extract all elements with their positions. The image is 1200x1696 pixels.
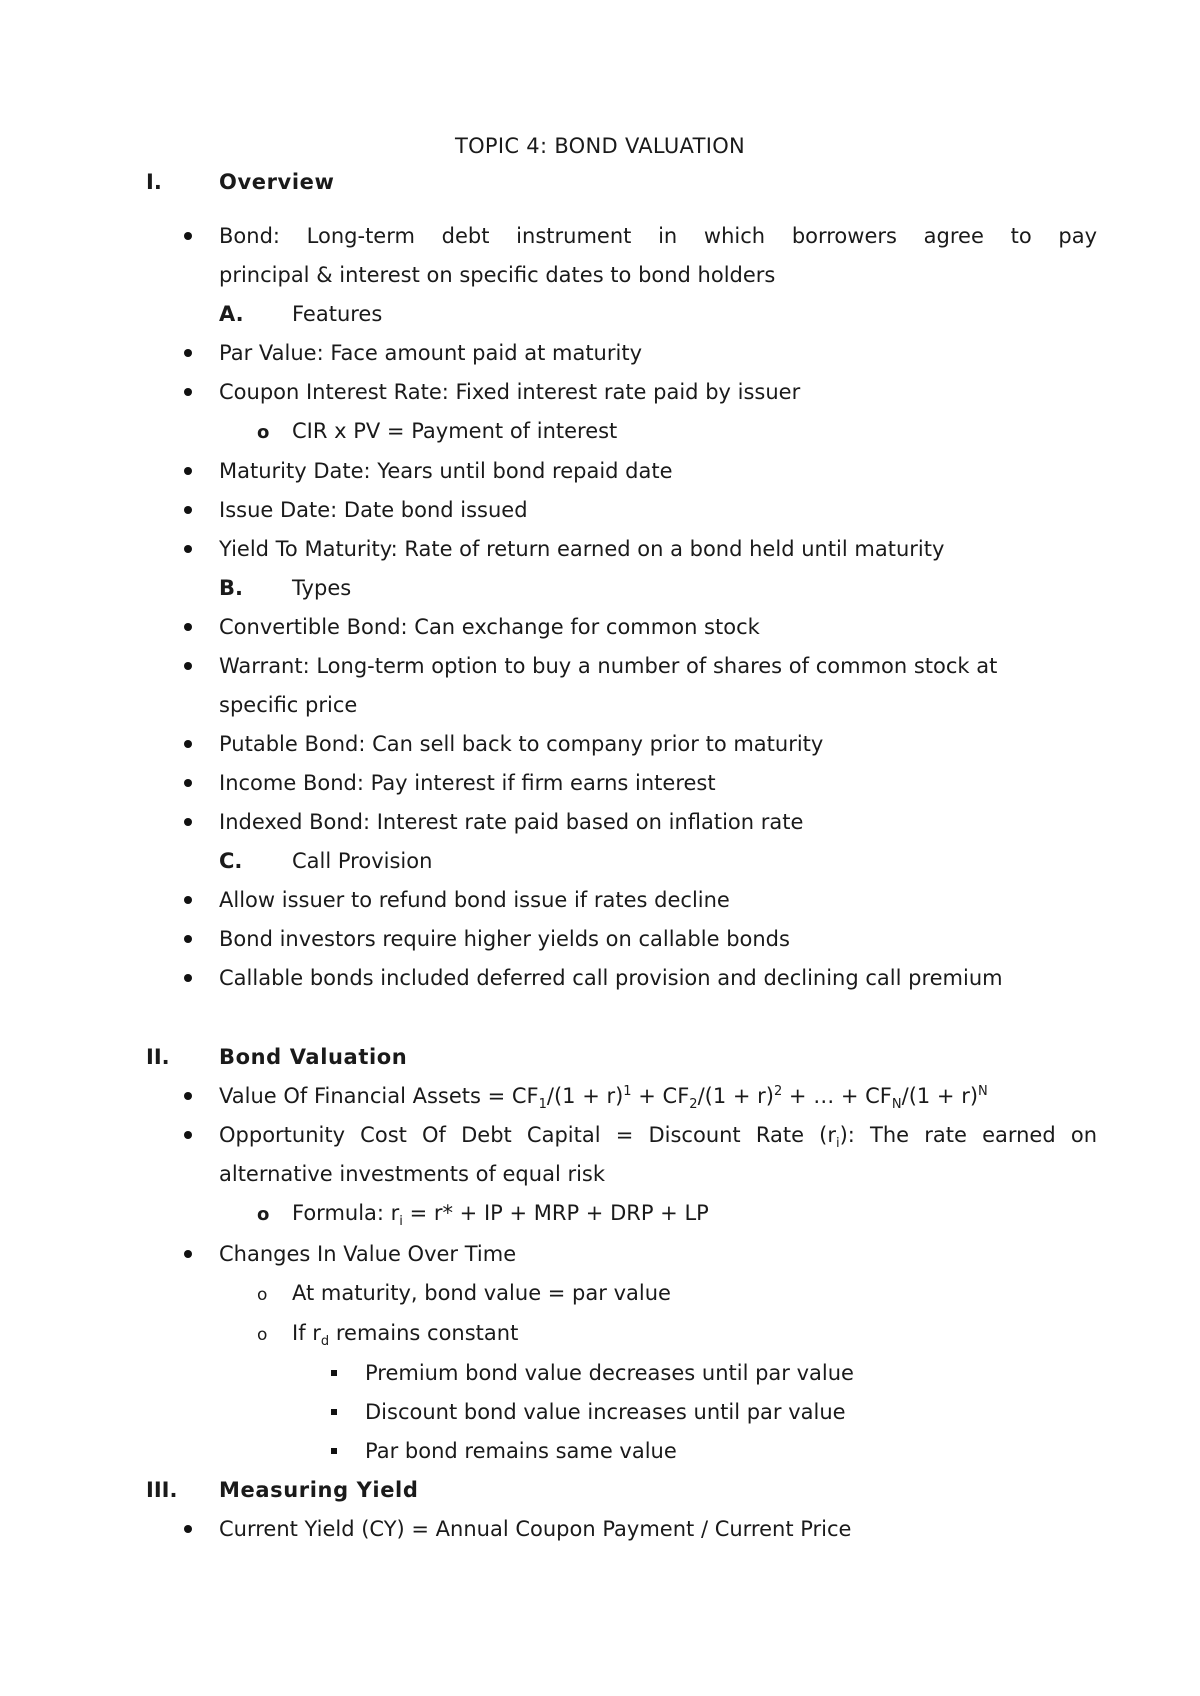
section-number-2: II. xyxy=(146,1045,170,1069)
allow-refund-item: Allow issuer to refund bond issue if rates decline xyxy=(219,888,730,912)
ytm-item: Yield To Maturity: Rate of return earned on a bond held until maturity xyxy=(219,537,945,561)
changes-over-time-item: Changes In Value Over Time xyxy=(219,1242,517,1266)
bullet-icon xyxy=(184,232,192,240)
at-maturity-item: At maturity, bond value = par value xyxy=(292,1281,671,1305)
bullet-icon xyxy=(184,935,192,943)
bullet-icon xyxy=(184,662,192,670)
circle-bullet-icon: o xyxy=(257,422,270,443)
section-heading-bond-valuation: Bond Valuation xyxy=(219,1045,408,1069)
bullet-icon xyxy=(184,779,192,787)
bullet-icon xyxy=(184,467,192,475)
current-yield-item: Current Yield (CY) = Annual Coupon Payment / Current Price xyxy=(219,1517,852,1541)
rd-constant-item: If $r_d$ remains constant xyxy=(292,1321,519,1350)
bullet-icon xyxy=(184,349,192,357)
maturity-date-item: Maturity Date: Years until bond repaid date xyxy=(219,459,673,483)
subsection-call-provision: Call Provision xyxy=(292,849,433,873)
circle-bullet-icon: o xyxy=(257,1204,270,1225)
circle-bullet-icon: o xyxy=(257,1325,268,1345)
investors-yield-item: Bond investors require higher yields on callable bonds xyxy=(219,927,790,951)
income-bond-item: Income Bond: Pay interest if firm earns interest xyxy=(219,771,716,795)
page-title: TOPIC 4: BOND VALUATION xyxy=(454,134,746,158)
warrant-item-line2: specific price xyxy=(219,693,358,717)
section-number-1: I. xyxy=(146,170,162,194)
bullet-icon xyxy=(184,740,192,748)
section-number-3: III. xyxy=(146,1478,178,1502)
bullet-icon xyxy=(184,388,192,396)
value-financial-assets-formula: Value Of Financial Assets = $CF_1/(1 + r)^1 + CF_2/(1 + r)^2$ + … + $CF_N/(1 + r)^N$ xyxy=(219,1084,988,1113)
discount-bond-item: Discount bond value increases until par value xyxy=(365,1400,846,1424)
coupon-rate-item: Coupon Interest Rate: Fixed interest rate paid by issuer xyxy=(219,380,801,404)
bullet-icon xyxy=(184,1525,192,1533)
opportunity-cost-line2: alternative investments of equal risk xyxy=(219,1162,606,1186)
premium-bond-item: Premium bond value decreases until par value xyxy=(365,1361,854,1385)
square-bullet-icon xyxy=(331,1370,337,1376)
bullet-icon xyxy=(184,974,192,982)
bullet-icon xyxy=(184,1250,192,1258)
subsection-letter-b: B. xyxy=(219,576,243,600)
bullet-icon xyxy=(184,818,192,826)
square-bullet-icon xyxy=(331,1409,337,1415)
issue-date-item: Issue Date: Date bond issued xyxy=(219,498,528,522)
square-bullet-icon xyxy=(331,1448,337,1454)
section-heading-overview: Overview xyxy=(219,170,335,194)
convertible-bond-item: Convertible Bond: Can exchange for common stock xyxy=(219,615,760,639)
callable-bonds-item: Callable bonds included deferred call provision and declining call premium xyxy=(219,966,1003,990)
cir-formula-item: CIR x PV = Payment of interest xyxy=(292,419,618,443)
subsection-features: Features xyxy=(292,302,383,326)
subsection-letter-a: A. xyxy=(219,302,244,326)
bullet-icon xyxy=(184,545,192,553)
par-bond-item: Par bond remains same value xyxy=(365,1439,677,1463)
section-heading-measuring-yield: Measuring Yield xyxy=(219,1478,419,1502)
putable-bond-item: Putable Bond: Can sell back to company prior to maturity xyxy=(219,732,824,756)
bond-definition-line2: principal & interest on specific dates to bond holders xyxy=(219,263,776,287)
bullet-icon xyxy=(184,896,192,904)
bullet-icon xyxy=(184,1092,192,1100)
bullet-icon xyxy=(184,1131,192,1139)
subsection-letter-c: C. xyxy=(219,849,243,873)
indexed-bond-item: Indexed Bond: Interest rate paid based on inflation rate xyxy=(219,810,804,834)
par-value-item: Par Value: Face amount paid at maturity xyxy=(219,341,642,365)
discount-rate-formula: Formula: $r_i = r*$ + IP + MRP + DRP + LP xyxy=(292,1201,709,1230)
bullet-icon xyxy=(184,623,192,631)
bond-definition-line1: Bond: Long-term debt instrument in which borrowers agree to pay xyxy=(219,224,1097,248)
opportunity-cost-line1: Opportunity Cost Of Debt Capital = Discount Rate $(r_i)$: The rate earned on xyxy=(219,1123,1098,1152)
warrant-item-line1: Warrant: Long-term option to buy a number of shares of common stock at xyxy=(219,654,998,678)
subsection-types: Types xyxy=(292,576,352,600)
bullet-icon xyxy=(184,506,192,514)
circle-bullet-icon: o xyxy=(257,1285,268,1305)
